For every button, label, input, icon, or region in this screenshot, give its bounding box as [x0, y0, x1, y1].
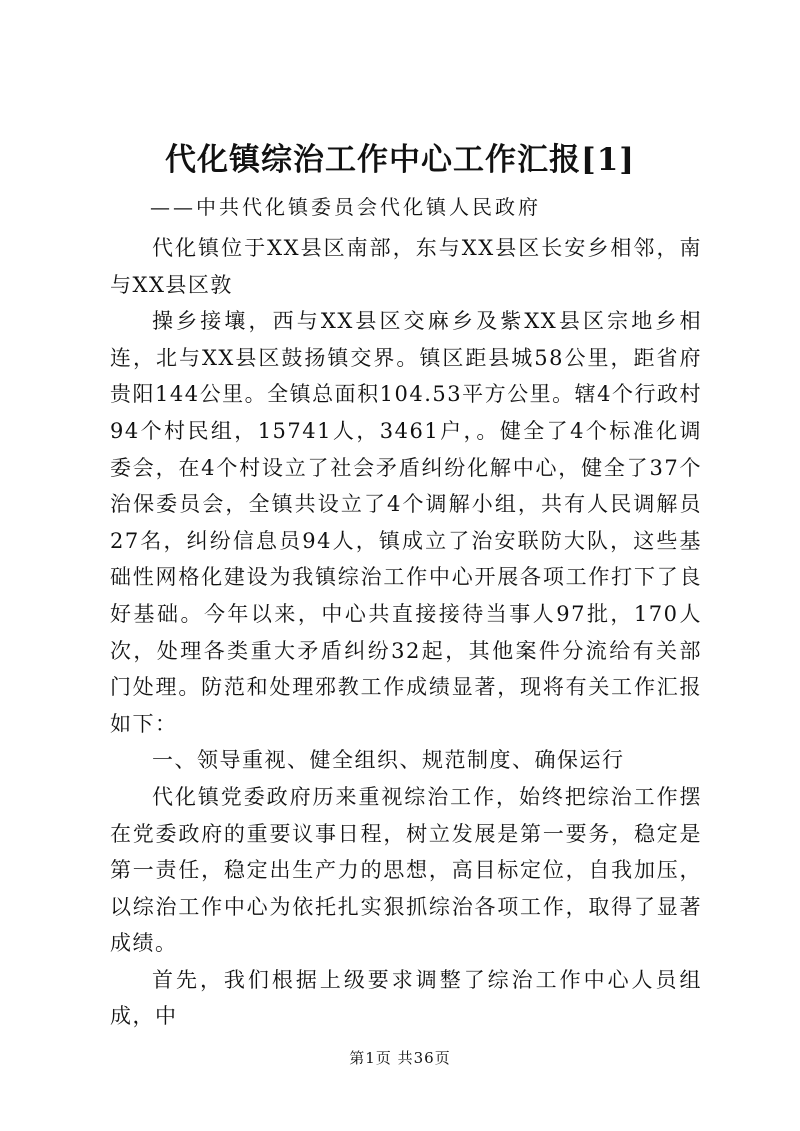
paragraph-leadership: 代化镇党委政府历来重视综治工作，始终把综治工作摆在党委政府的重要议事日程，树立发展是第一要务，稳定是第一责任，稳定出生产力的思想，高目标定位，自我加压，以综治工作中心为依托扎实狠抓综治各项工作，取得了显著成绩。 — [110, 784, 702, 956]
page-number: 第1页 共36页 — [349, 1049, 451, 1067]
document-subtitle: ——中共代化镇委员会代化镇人民政府 — [150, 195, 541, 219]
document-body — [110, 230, 702, 1035]
paragraph-first: 首先，我们根据上级要求调整了综治工作中心人员组成，中 — [110, 967, 702, 1029]
section-heading: 一、领导重视、健全组织、规范制度、确保运行 — [152, 748, 625, 773]
document-title: 代化镇综治工作中心工作汇报[1] — [165, 142, 635, 178]
paragraph-intro: 代化镇位于XX县区南部，东与XX县区长安乡相邻，南与XX县区敦 — [110, 236, 702, 297]
paragraph-overview: 操乡接壤，西与XX县区交麻乡及紫XX县区宗地乡相连，北与XX县区鼓扬镇交界。镇区距县城58公里，距省府贵阳144公里。全镇总面积104.53平方公里。辖4个行政村94个村民组，15741人，3461户，。健全了4个标准化调委会，在4个村设立了社会矛盾纠纷化解中心，健全了37个治保委员会，全镇共设立了4个调解小组，共有人民调解员27名，纠纷信息员94人，镇成立了治安联防大队，这些基础性网格化建设为我镇综治工作中心开展各项工作打下了良好基础。今年以来，中心共直接接待当事人97批，170人次，处理各类重大矛盾纠纷32起，其他案件分流给有关部门处理。防范和处理邪教工作成绩显著，现将有关工作汇报如下： — [110, 309, 702, 736]
